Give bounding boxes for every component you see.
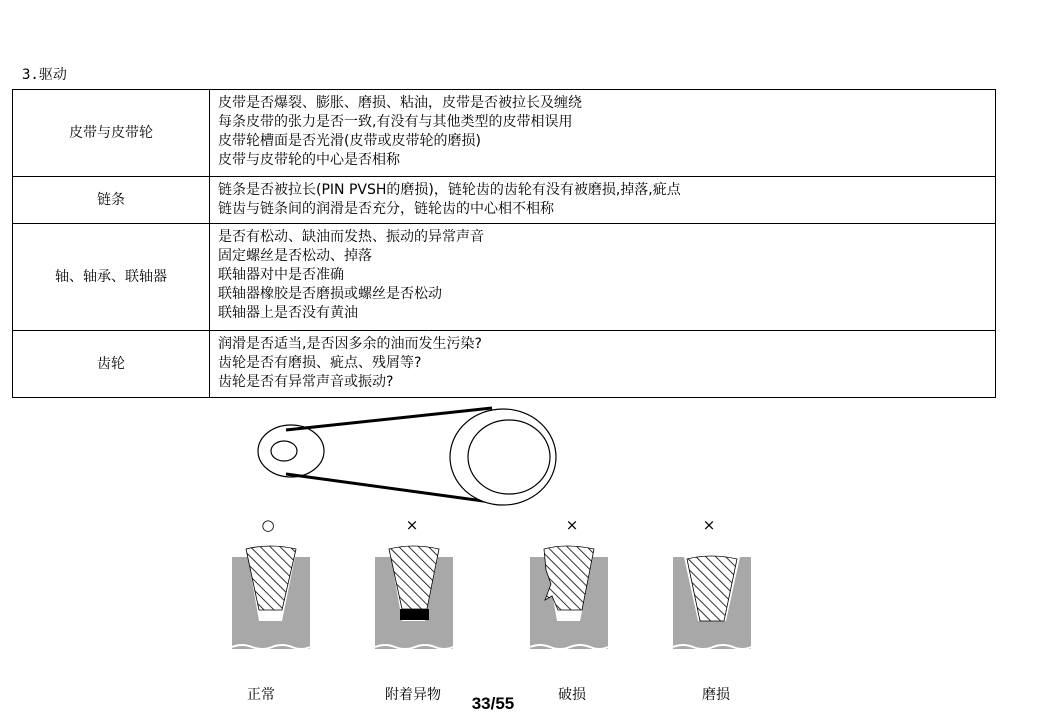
category-cell: 轴、轴承、联轴器: [13, 224, 210, 331]
status-mark: ○: [261, 516, 275, 534]
check-item: 皮带轮槽面是否光滑(皮带或皮带轮的磨损): [218, 133, 481, 149]
large-pulley-inner: [468, 420, 550, 494]
figure-caption: 破损: [558, 687, 586, 703]
groove-foreign-matter: [375, 546, 453, 649]
category-cell: 链条: [13, 177, 210, 224]
small-pulley-inner: [271, 441, 297, 461]
groove-normal: [232, 546, 310, 649]
check-item: 皮带是否爆裂、膨胀、磨损、粘油，皮带是否被拉长及缠绕: [218, 95, 582, 111]
figure-caption: 附着异物: [385, 687, 441, 703]
status-mark: ×: [405, 516, 419, 534]
check-item: 固定螺丝是否松动、掉落: [218, 248, 372, 264]
check-item: 联轴器对中是否准确: [218, 267, 344, 283]
category-cell: 齿轮: [13, 331, 210, 398]
check-item: 润滑是否适当,是否因多余的油而发生污染?: [218, 336, 482, 352]
groove-worn: [673, 556, 751, 649]
belt-pulley-illustration: [258, 408, 556, 505]
check-item: 是否有松动、缺油而发热、振动的异常声音: [218, 229, 484, 245]
status-mark: ×: [702, 516, 716, 534]
check-item: 联轴器橡胶是否磨损或螺丝是否松动: [218, 286, 442, 302]
check-item: 链齿与链条间的润滑是否充分，链轮齿的中心相不相称: [218, 201, 554, 217]
status-mark: ×: [565, 516, 579, 534]
check-item: 齿轮是否有异常声音或振动?: [218, 374, 394, 390]
category-cell: 皮带与皮带轮: [13, 90, 210, 177]
check-item: 每条皮带的张力是否一致,有没有与其他类型的皮带相误用: [218, 114, 573, 130]
check-item: 皮带与皮带轮的中心是否相称: [218, 152, 400, 168]
page-number: 33/55: [471, 694, 515, 713]
check-item: 齿轮是否有磨损、疵点、残屑等?: [218, 355, 422, 371]
section-heading: 3.驱动: [22, 67, 67, 83]
check-item: 链条是否被拉长(PIN PVSH的磨损)，链轮齿的齿轮有没有被磨损,掉落,疵点: [218, 182, 681, 198]
check-item: 联轴器上是否没有黄油: [218, 305, 358, 321]
groove-damaged: [530, 546, 608, 649]
figure-caption: 正常: [247, 687, 275, 703]
figure-caption: 磨损: [702, 687, 730, 703]
